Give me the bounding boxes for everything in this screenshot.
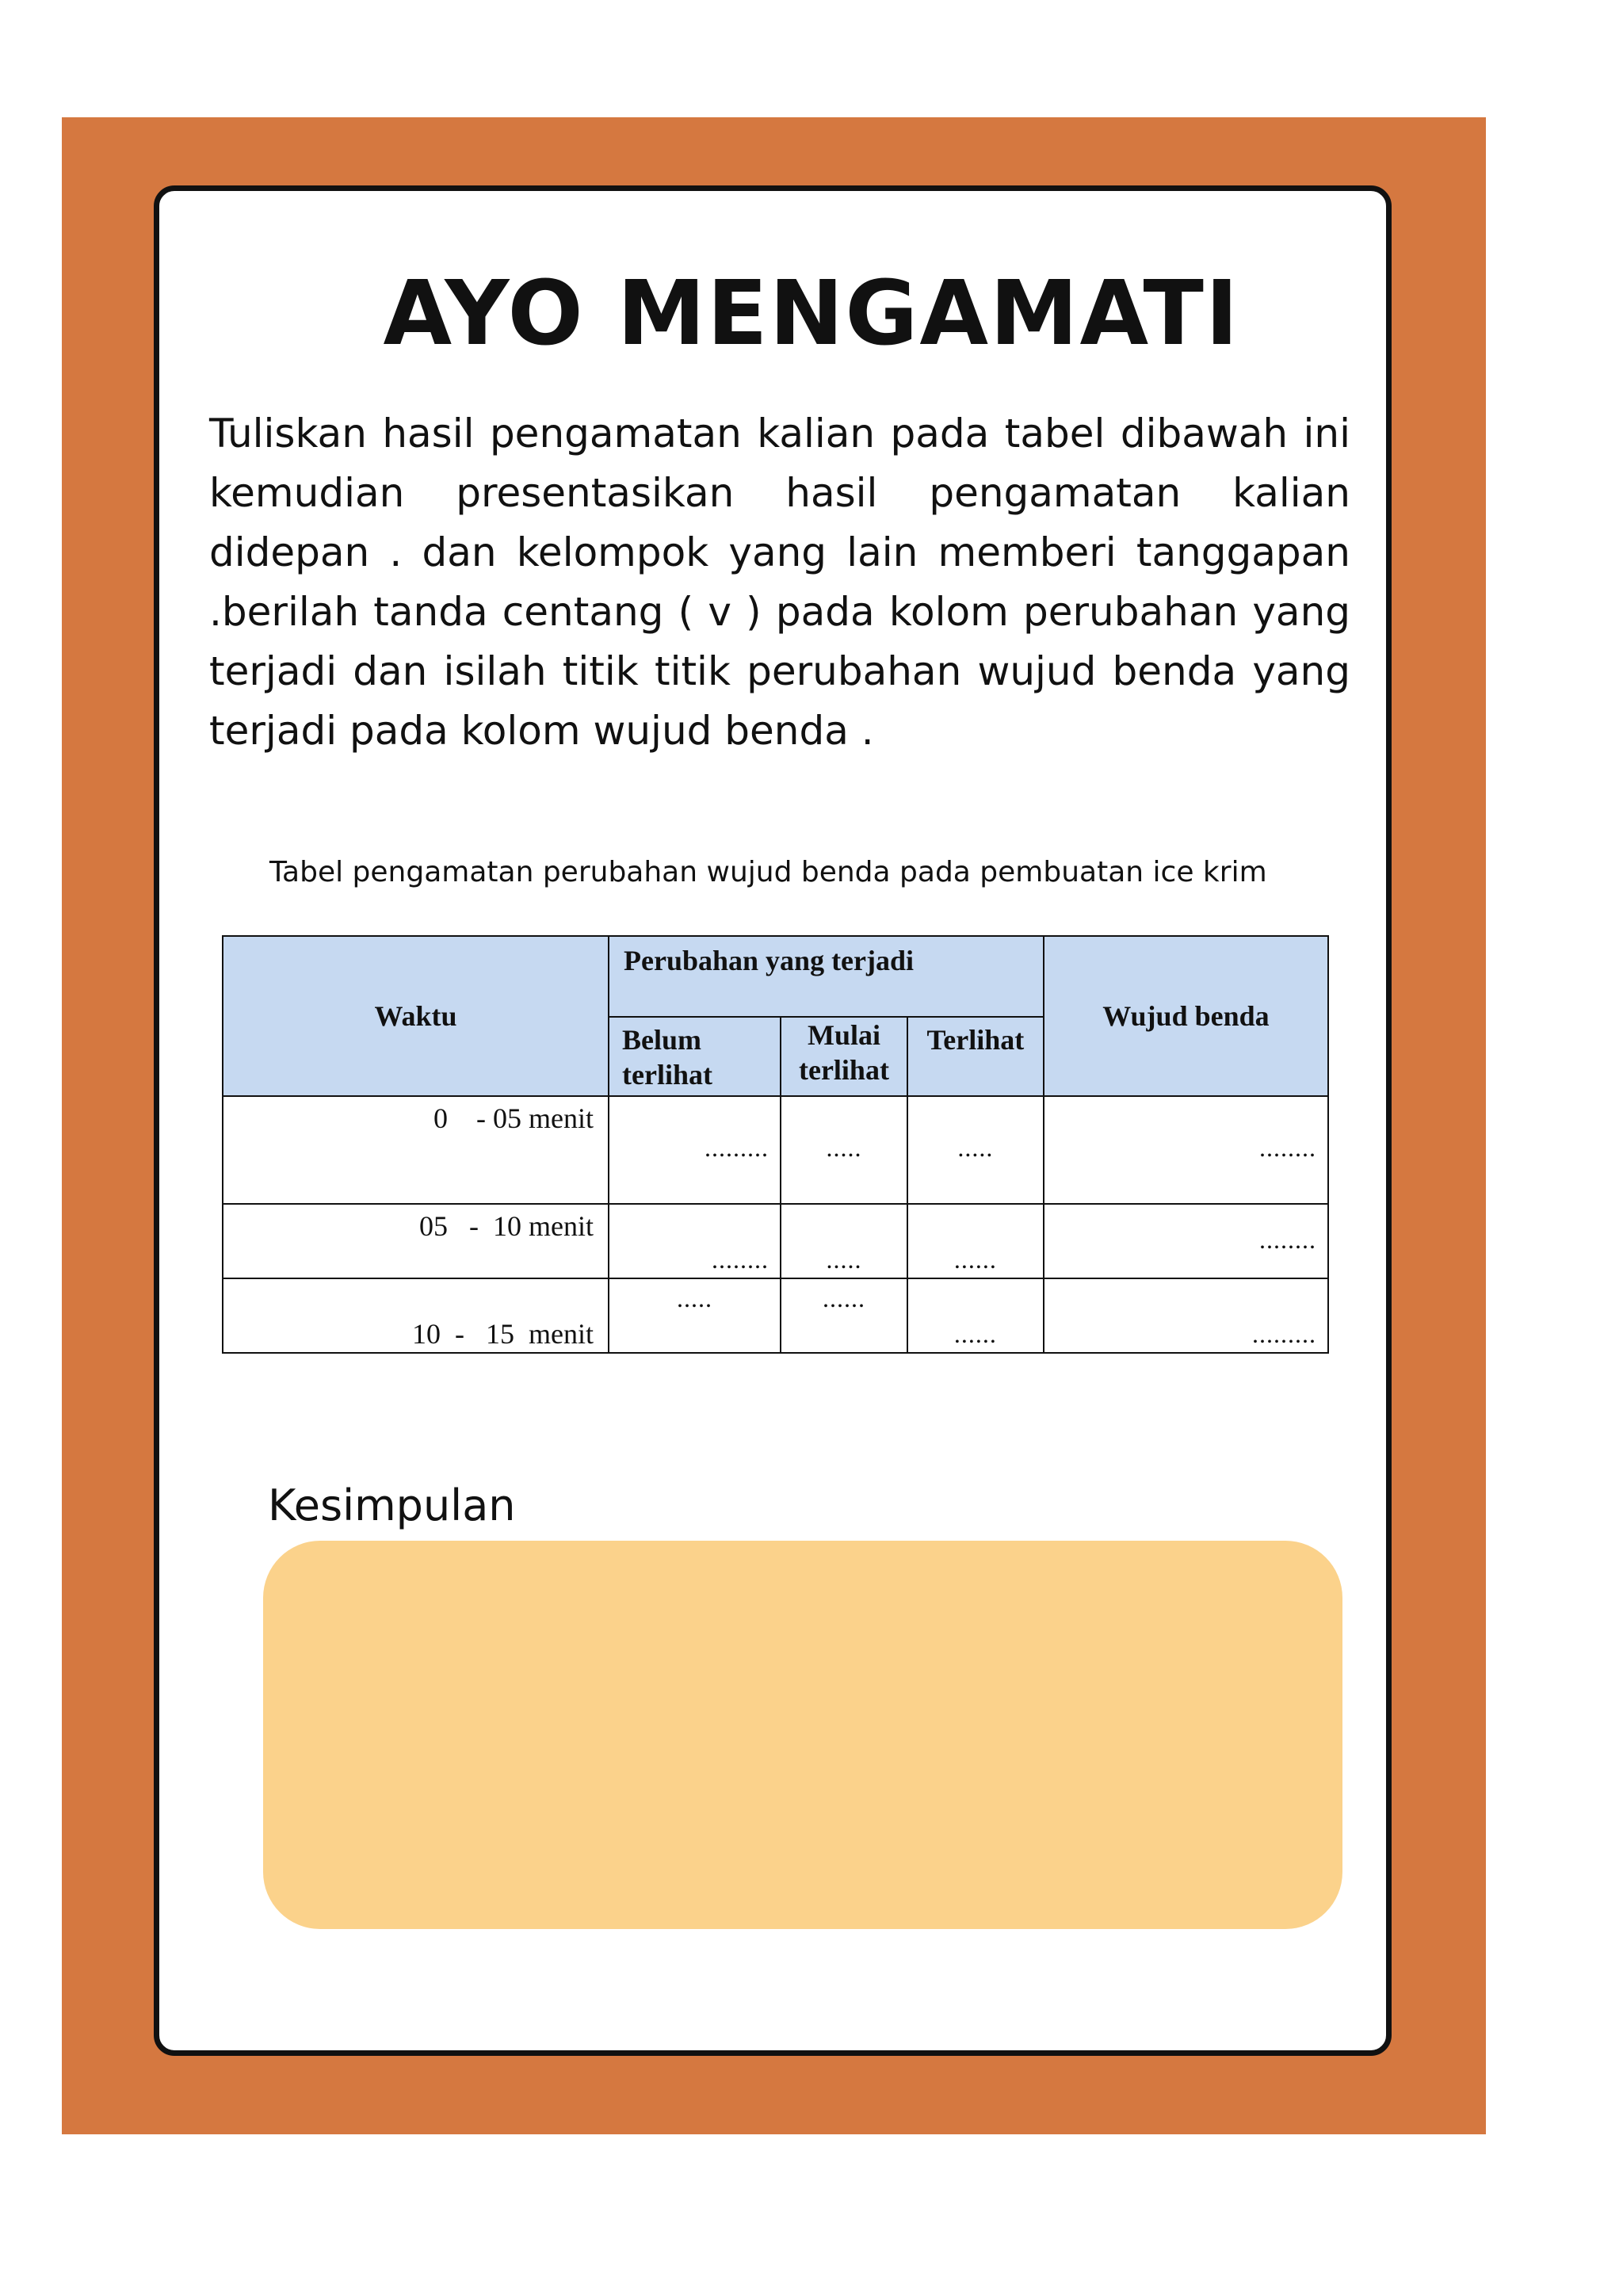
cell-wujud[interactable] (1044, 1278, 1328, 1353)
time-range: 05 - 10 menit (419, 1210, 594, 1242)
cell-waktu (223, 1278, 609, 1353)
cell-mulai[interactable] (781, 1204, 907, 1278)
conclusion-label: Kesimpulan (268, 1480, 516, 1530)
header-mulai-line1: Mulai (807, 1019, 880, 1051)
cell-mulai[interactable] (781, 1096, 907, 1204)
instructions-text: Tuliskan hasil pengamatan kalian pada tabel dibawah ini kemudian presentasikan hasil pengamatan kalian didepan . dan kelompok yang lain memberi tanggapan .berilah tanda centang ( v ) pada kolom perubahan yang terjadi dan isilah titik titik perubahan wujud benda yang terjadi pada kolom wujud benda . (209, 411, 1350, 754)
blank-dots: ...... (953, 1245, 997, 1274)
blank-dots: ..... (826, 1245, 862, 1274)
time-range: 10 - 15 menit (412, 1318, 594, 1350)
conclusion-answer-box[interactable] (263, 1541, 1342, 1929)
header-mulai-line2: terlihat (798, 1054, 889, 1086)
table-row (223, 1204, 1328, 1278)
cell-wujud[interactable] (1044, 1096, 1328, 1204)
cell-belum[interactable] (609, 1204, 781, 1278)
cell-terlihat[interactable] (907, 1096, 1044, 1204)
header-belum-line1: Belum (622, 1024, 702, 1056)
header-waktu: Waktu (223, 936, 609, 1096)
blank-dots: ..... (826, 1133, 862, 1162)
blank-dots: ........ (1259, 1225, 1316, 1254)
cell-belum[interactable] (609, 1096, 781, 1204)
cell-terlihat[interactable] (907, 1278, 1044, 1353)
blank-dots: ..... (957, 1133, 994, 1162)
blank-dots: ......... (1252, 1320, 1316, 1348)
cell-belum[interactable] (609, 1278, 781, 1353)
table-row (223, 1278, 1328, 1353)
blank-dots: ......... (705, 1133, 769, 1162)
blank-dots: ........ (712, 1245, 769, 1274)
observation-table (222, 935, 1329, 1354)
blank-dots: ..... (677, 1284, 712, 1312)
header-mulai-terlihat (781, 1017, 907, 1096)
cell-mulai[interactable] (781, 1278, 907, 1353)
header-terlihat: Terlihat (907, 1017, 1044, 1096)
time-range: 0 - 05 menit (433, 1102, 594, 1134)
header-belum-terlihat (609, 1017, 781, 1096)
header-belum-line2: terlihat (622, 1059, 712, 1091)
cell-waktu (223, 1204, 609, 1278)
table-row (223, 1096, 1328, 1204)
header-wujud: Wujud benda (1044, 936, 1328, 1096)
cell-wujud[interactable] (1044, 1204, 1328, 1278)
header-perubahan: Perubahan yang terjadi (609, 936, 1044, 1017)
blank-dots: ...... (953, 1320, 997, 1348)
blank-dots: ........ (1259, 1133, 1316, 1162)
table-caption: Tabel pengamatan perubahan wujud benda pada pembuatan ice krim (269, 856, 1267, 888)
page-title: AYO MENGAMATI (383, 262, 1240, 365)
table-header-row (223, 936, 1328, 1017)
blank-dots: ...... (822, 1284, 865, 1312)
cell-terlihat[interactable] (907, 1204, 1044, 1278)
cell-waktu (223, 1096, 609, 1204)
